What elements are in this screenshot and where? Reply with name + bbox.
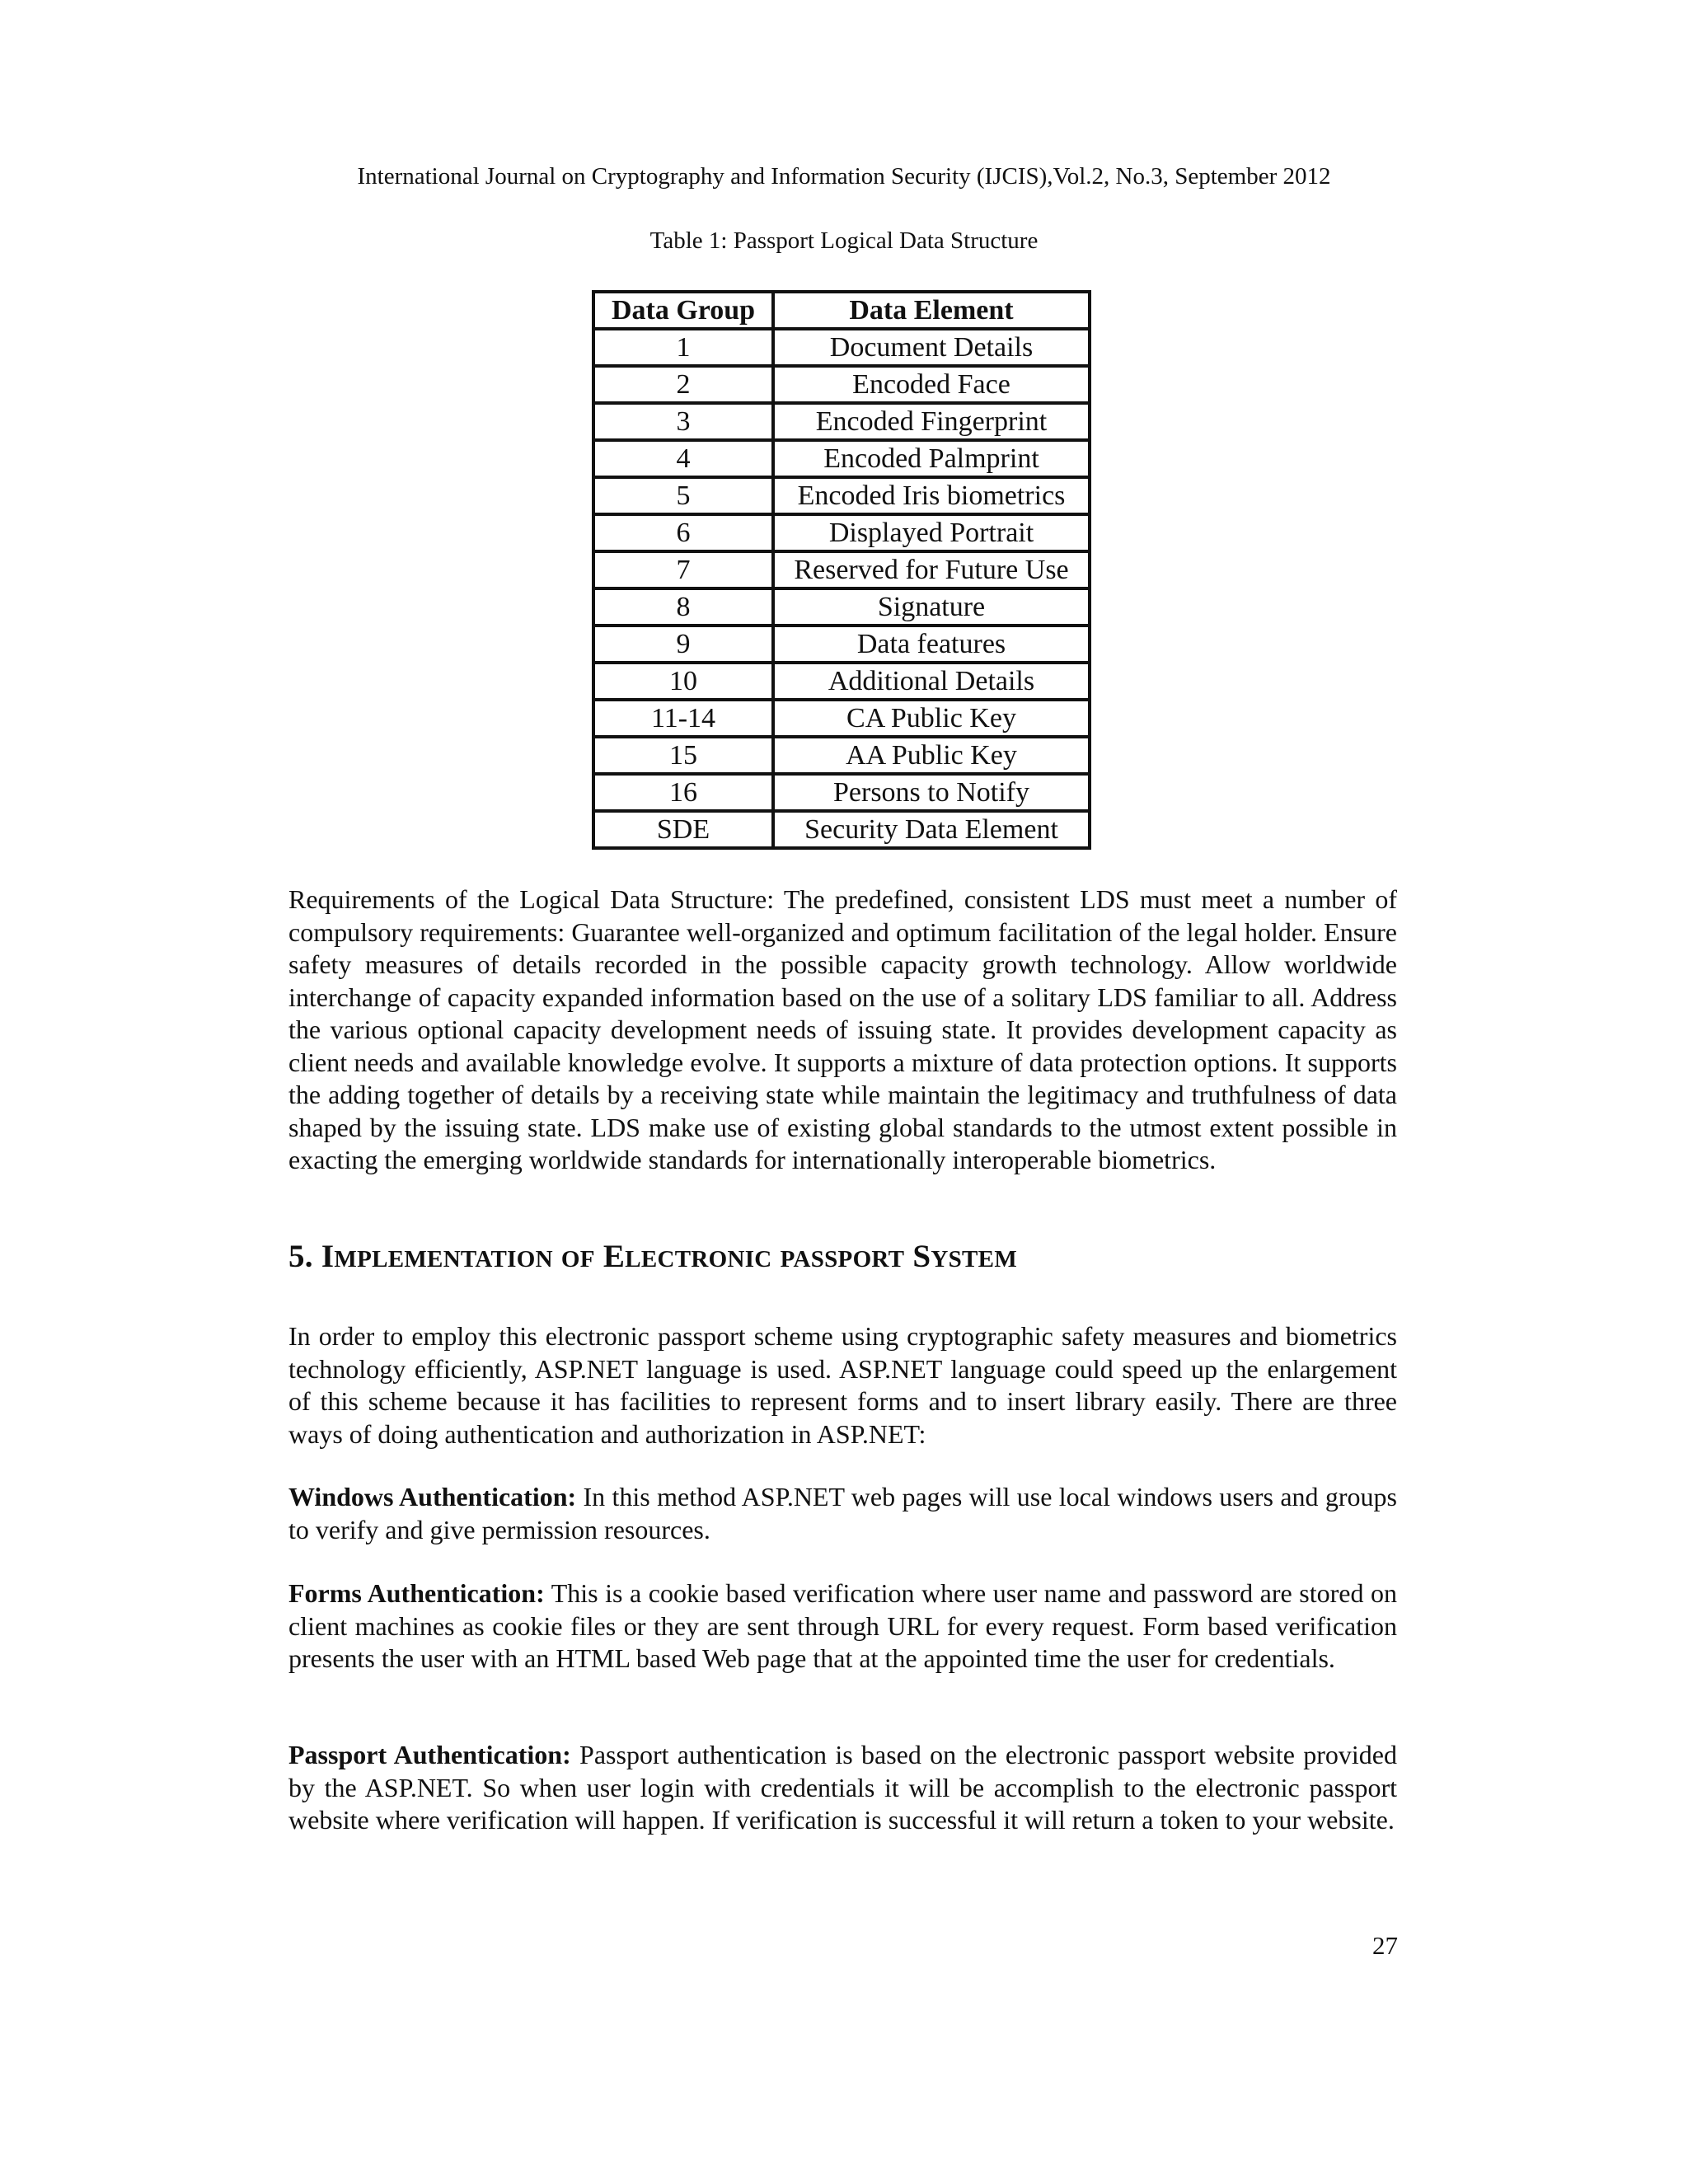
requirements-paragraph: Requirements of the Logical Data Structure: The predefined, consistent LDS must meet a number of compulsory requirements: Guarantee well-organized and optimum facilitation of the legal holder. Ensure safety measures of details recorded in the possible capacity growth technology. Allow worldwide interchange of capacity expanded information based on the use of a solitary LDS familiar to all. Address the various optional capacity development needs of issuing state. It provides development capacity as client needs and available knowledge evolve. It supports a mixture of data protection options. It supports the adding together of details by a receiving state while maintain the legitimacy and truthfulness of data shaped by the issuing state. LDS make use of existing global standards to the utmost extent possible in exacting the emerging worldwide standards for internationally interoperable biometrics.: [288, 884, 1397, 1174]
heading-word-implementation: IMPLEMENTATION: [321, 1239, 553, 1274]
data-element-cell: Data features: [773, 626, 1090, 663]
passport-auth-paragraph: [288, 1739, 1397, 1837]
data-group-cell: 1: [593, 329, 773, 366]
table-row: [593, 440, 1090, 477]
table-row: [593, 737, 1090, 774]
table-caption: Table 1: Passport Logical Data Structure: [649, 227, 1039, 254]
table-row: [593, 366, 1090, 403]
page-number: 27: [1372, 1931, 1398, 1960]
data-group-cell: 2: [593, 366, 773, 403]
data-group-cell: 7: [593, 551, 773, 588]
heading-word-system: SYSTEM: [912, 1239, 1017, 1274]
data-element-cell: AA Public Key: [773, 737, 1090, 774]
data-element-cell: Encoded Fingerprint: [773, 403, 1090, 440]
table-row: [593, 514, 1090, 551]
table-row: [593, 811, 1090, 848]
data-element-cell: Encoded Palmprint: [773, 440, 1090, 477]
data-element-cell: Encoded Iris biometrics: [773, 477, 1090, 514]
data-element-cell: Security Data Element: [773, 811, 1090, 848]
lds-table: [592, 290, 1091, 850]
column-header-data-element: Data Element: [773, 292, 1090, 329]
running-header: International Journal on Cryptography and Information Security (IJCIS),Vol.2, No.3, September 2012: [357, 163, 1331, 190]
data-element-cell: Signature: [773, 588, 1090, 626]
passport-auth-label: Passport Authentication:: [288, 1740, 571, 1769]
table-row: [593, 329, 1090, 366]
data-element-cell: Reserved for Future Use: [773, 551, 1090, 588]
table-row: [593, 663, 1090, 700]
data-group-cell: 5: [593, 477, 773, 514]
heading-word-electronic: ELECTRONIC: [603, 1239, 772, 1274]
data-group-cell: 10: [593, 663, 773, 700]
data-group-cell: 11-14: [593, 700, 773, 737]
data-group-cell: 6: [593, 514, 773, 551]
passport-auth-text: Passport authentication is based on the electronic passport website provided by the ASP.NET. So when user login with credentials it will be accomplish to the electronic passport website where verification will happen. If verification is successful it will return a token to your website.: [288, 1740, 1398, 1835]
data-group-cell: 15: [593, 737, 773, 774]
windows-auth-paragraph: [288, 1481, 1397, 1546]
data-element-cell: CA Public Key: [773, 700, 1090, 737]
data-group-cell: 8: [593, 588, 773, 626]
data-element-cell: Document Details: [773, 329, 1090, 366]
data-group-cell: 4: [593, 440, 773, 477]
data-group-cell: 16: [593, 774, 773, 811]
table-row: [593, 588, 1090, 626]
data-group-cell: 9: [593, 626, 773, 663]
section-number: 5.: [288, 1239, 313, 1274]
heading-word-of: OF: [560, 1246, 595, 1272]
data-element-cell: Additional Details: [773, 663, 1090, 700]
table-row: [593, 551, 1090, 588]
heading-word-passport: PASSPORT: [780, 1246, 905, 1272]
table-row: [593, 774, 1090, 811]
table-row: [593, 403, 1090, 440]
windows-auth-text: In this method ASP.NET web pages will use local windows users and groups to verify and give permission resources.: [288, 1482, 1398, 1544]
data-element-cell: Displayed Portrait: [773, 514, 1090, 551]
table-row: [593, 626, 1090, 663]
table-row: [593, 477, 1090, 514]
column-header-data-group: Data Group: [593, 292, 773, 329]
windows-auth-label: Windows Authentication:: [288, 1482, 577, 1511]
forms-auth-label: Forms Authentication:: [288, 1578, 545, 1608]
data-element-cell: Persons to Notify: [773, 774, 1090, 811]
table-row: [593, 700, 1090, 737]
table-header-row: [593, 292, 1090, 329]
forms-auth-paragraph: [288, 1577, 1397, 1675]
data-group-cell: SDE: [593, 811, 773, 848]
data-group-cell: 3: [593, 403, 773, 440]
data-element-cell: Encoded Face: [773, 366, 1090, 403]
section-intro-paragraph: In order to employ this electronic passport scheme using cryptographic safety measures and biometrics technology efficiently, ASP.NET language is used. ASP.NET language could speed up the enlargement of this scheme because it has facilities to represent forms and to insert library easily. There are three ways of doing authentication and authorization in ASP.NET:: [288, 1321, 1397, 1449]
forms-auth-text: This is a cookie based verification where user name and password are stored on client machines as cookie files or they are sent through URL for every request. Form based verification presents the user with an HTML based Web page that at the appointed time the user for credentials.: [288, 1578, 1398, 1673]
section-heading: [288, 1238, 1017, 1275]
